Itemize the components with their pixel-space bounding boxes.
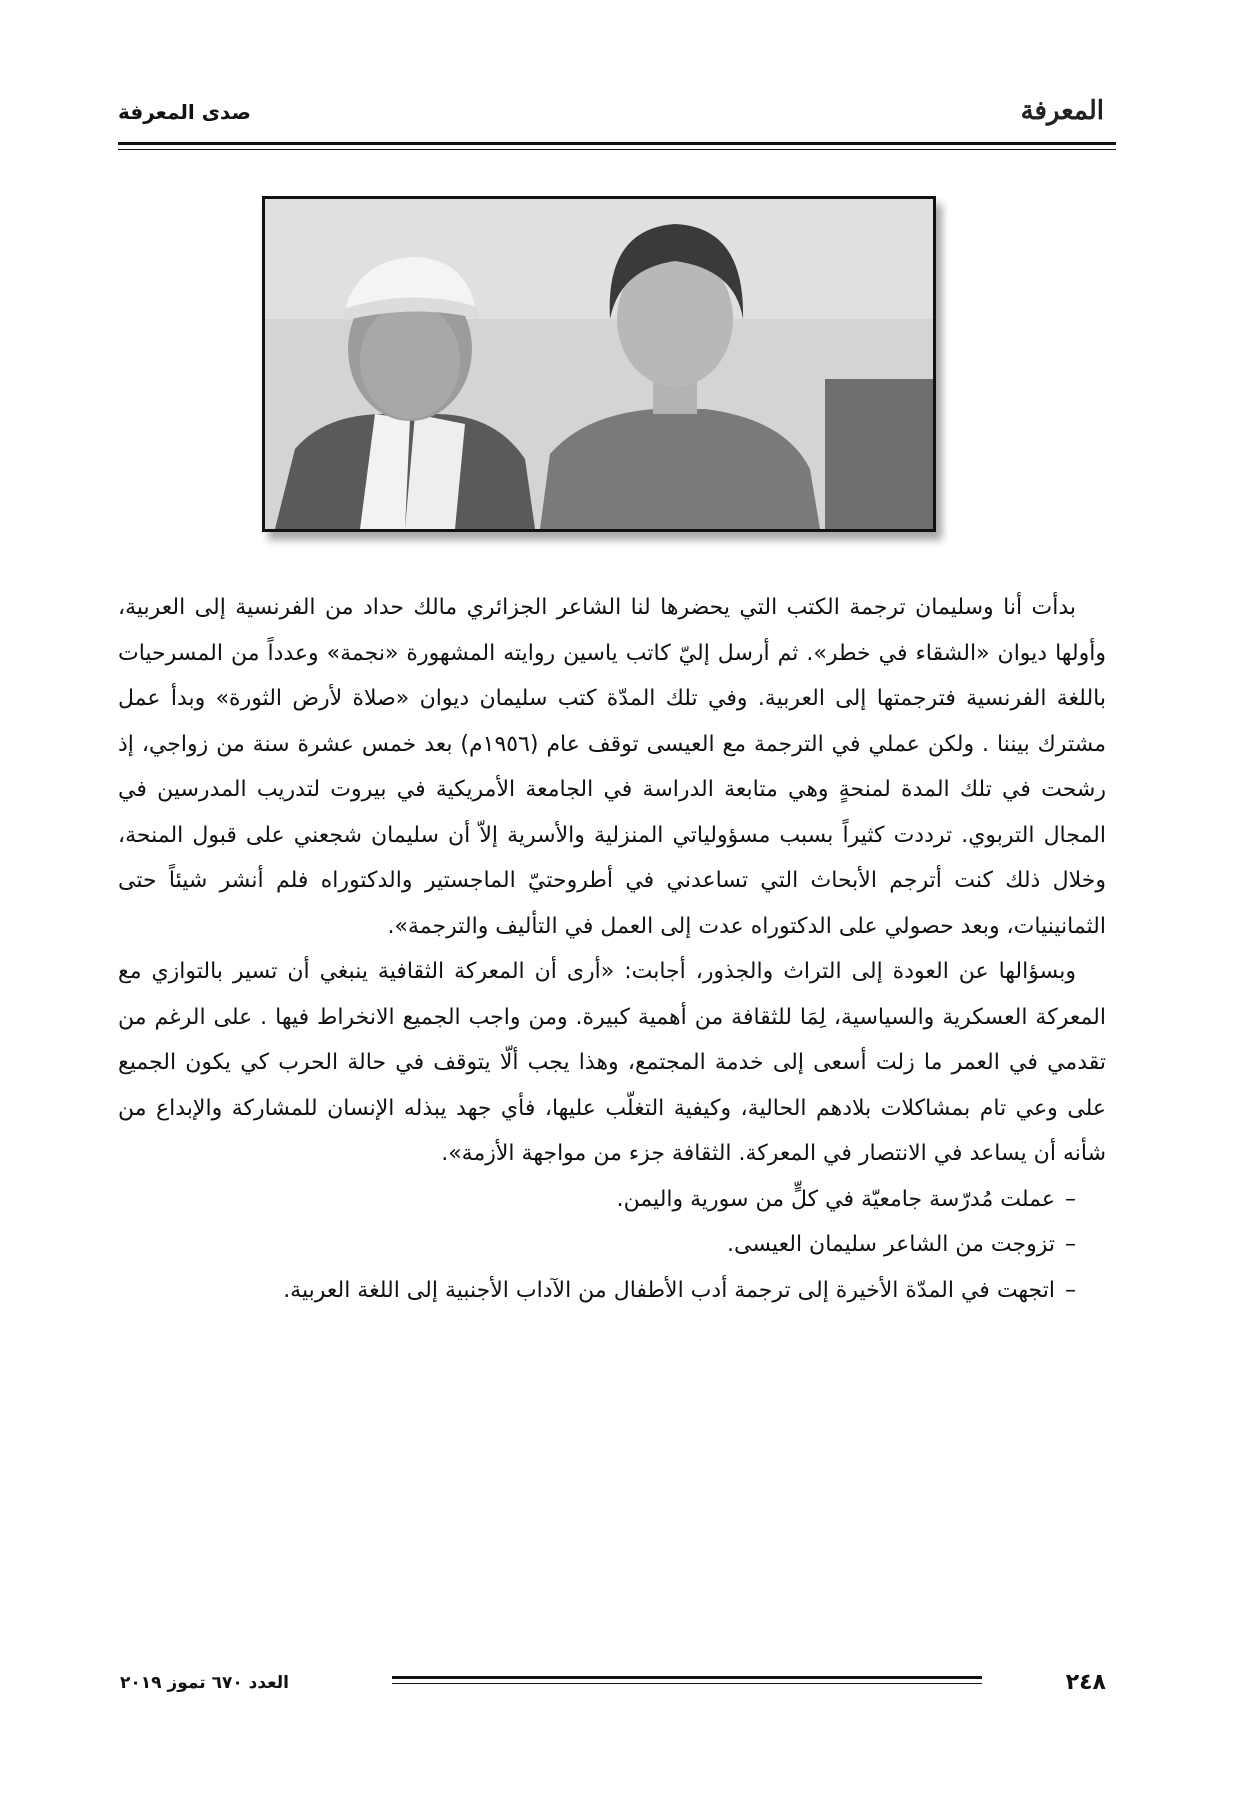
footer-rule-thin bbox=[392, 1683, 982, 1684]
bullet-list bbox=[118, 1177, 1106, 1314]
bullet-text: تزوجت من الشاعر سليمان العيسى. bbox=[727, 1232, 1055, 1257]
header-rule-thin bbox=[118, 149, 1116, 150]
portrait-photo bbox=[262, 196, 936, 532]
paragraph-1: بدأت أنا وسليمان ترجمة الكتب التي يحضرها لنا الشاعر الجزائري مالك حداد من الفرنسية إلى العربية، وأولها ديوان «الشقاء في خطر». ثم أرسل إليّ كاتب ياسين روايته المشهورة «نجمة» وعدداً من المسرحيات باللغة الفرنسية فترجمتها إلى العربية. وفي تلك المدّة كتب سليمان ديوان «صلاة لأرض الثورة» وبدأ عمل مشترك بيننا . ولكن عملي في الترجمة مع العيسى توقف عام (١٩٥٦م) بعد خمس عشرة سنة من زواجي، إذ رشحت في تلك المدة لمنحةٍ وهي متابعة الدراسة في الجامعة الأمريكية في بيروت لتدريب المدرسين في المجال التربوي. ترددت كثيراً بسبب مسؤولياتي المنزلية والأسرية إلاّ أن سليمان شجعني على قبول المنحة، وخلال ذلك كنت أترجم الأبحاث التي تساعدني في أطروحتيّ الماجستير والدكتوراه فلم أنشر شيئاً حتى الثمانينيات، وبعد حصولي على الدكتوراه عدت إلى العمل في التأليف والترجمة». bbox=[118, 595, 1106, 939]
list-item bbox=[118, 1222, 1106, 1268]
list-item bbox=[118, 1177, 1106, 1223]
bullet-text: عملت مُدرّسة جامعيّة في كلٍّ من سورية واليمن. bbox=[616, 1186, 1055, 1212]
bullet-marker: – bbox=[1065, 1232, 1076, 1257]
photo-illustration-icon bbox=[265, 199, 933, 529]
header-rule-thick bbox=[118, 142, 1116, 145]
article-body bbox=[118, 585, 1106, 1313]
bullet-marker: – bbox=[1065, 1186, 1076, 1212]
bullet-text: اتجهت في المدّة الأخيرة إلى ترجمة أدب الأطفال من الآداب الأجنبية إلى اللغة العربية. bbox=[283, 1277, 1055, 1303]
section-title: صدى المعرفة bbox=[118, 100, 251, 124]
footer-rule-thick bbox=[392, 1676, 982, 1679]
paragraph-2: وبسؤالها عن العودة إلى التراث والجذور، أجابت: «أرى أن المعركة الثقافية ينبغي أن تسير بالتوازي مع المعركة العسكرية والسياسية، لِمَا للثقافة من أهمية كبيرة. ومن واجب الجميع الانخراط فيها . على الرغم من تقدمي في العمر ما زلت أسعى إلى خدمة المجتمع، وهذا يجب ألّا يتوقف في حالة الحرب كي يكون الجميع على وعي تام بمشاكلات بلادهم الحالية، وكيفية التغلّب عليها، فأي جهد يبذله الإنسان للمشاركة والإبداع من شأنه أن يساعد في الانتصار في المعركة. الثقافة جزء من مواجهة الأزمة». bbox=[118, 959, 1106, 1166]
list-item bbox=[118, 1268, 1106, 1314]
page-number: ٢٤٨ bbox=[1065, 1670, 1106, 1695]
bullet-marker: – bbox=[1065, 1277, 1076, 1303]
magazine-logo: المعرفة bbox=[1020, 96, 1104, 126]
issue-info: العدد ٦٧٠ تموز ٢٠١٩ bbox=[120, 1673, 289, 1693]
